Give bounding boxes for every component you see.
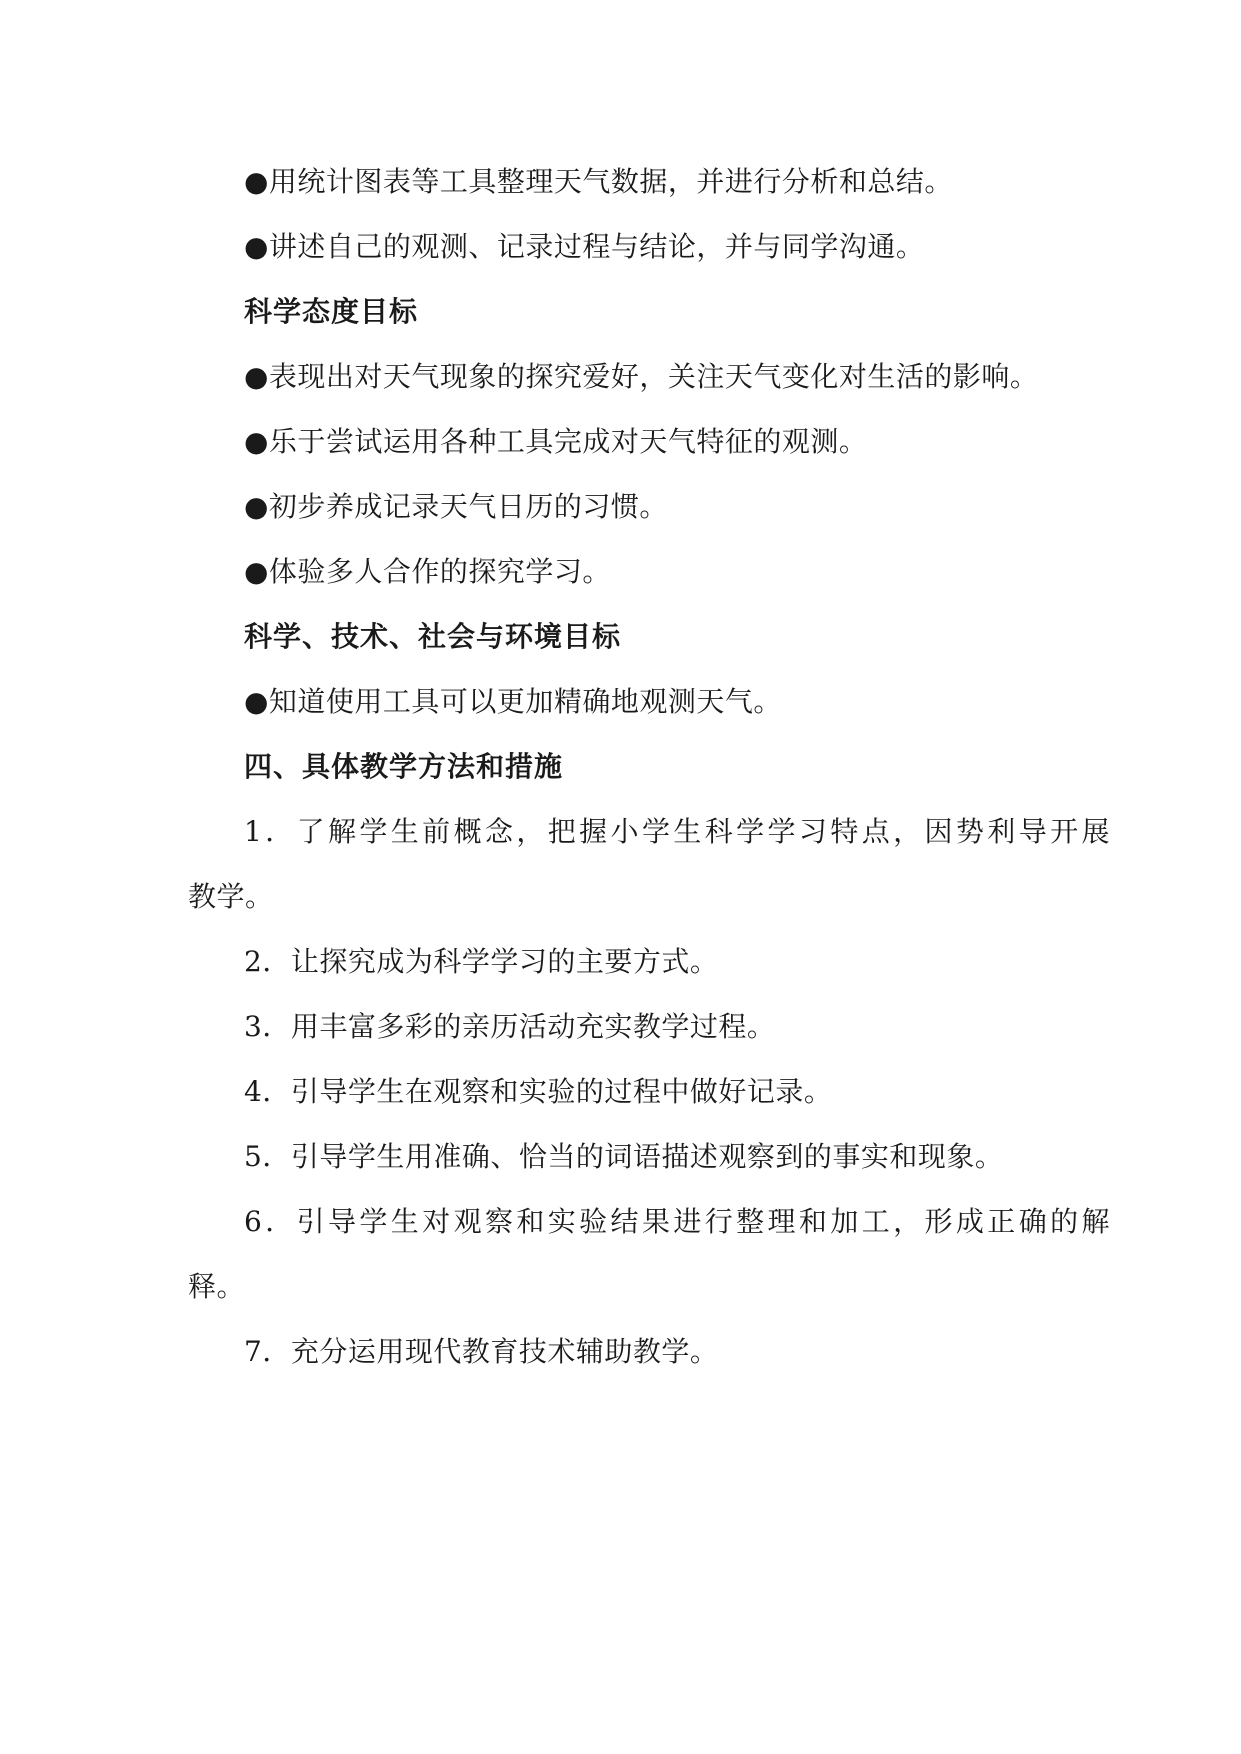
method-1-first-line: 1．了解学生前概念，把握小学生科学学习特点，因势利导开展 (244, 815, 1110, 848)
bullet-statistics-charts: ●用统计图表等工具整理天气数据，并进行分析和总结。 (244, 165, 953, 198)
method-5: 5．引导学生用准确、恰当的词语描述观察到的事实和现象。 (244, 1140, 1004, 1173)
method-2: 2．让探究成为科学学习的主要方式。 (244, 945, 719, 978)
bullet-precise-observation: ●知道使用工具可以更加精确地观测天气。 (244, 685, 782, 718)
method-4: 4．引导学生在观察和实验的过程中做好记录。 (244, 1075, 833, 1108)
heading-stse-goals: 科学、技术、社会与环境目标 (244, 620, 622, 653)
heading-teaching-methods: 四、具体教学方法和措施 (244, 750, 564, 783)
bullet-weather-interest: ●表现出对天气现象的探究爱好，关注天气变化对生活的影响。 (244, 360, 1039, 393)
method-7: 7．充分运用现代教育技术辅助教学。 (244, 1335, 719, 1368)
bullet-communicate-results: ●讲述自己的观测、记录过程与结论，并与同学沟通。 (244, 230, 925, 263)
method-6-first-line: 6．引导学生对观察和实验结果进行整理和加工，形成正确的解 (244, 1205, 1110, 1238)
method-1-continuation: 教学。 (188, 880, 274, 913)
heading-science-attitude-goals: 科学态度目标 (244, 295, 419, 328)
bullet-weather-calendar-habit: ●初步养成记录天气日历的习惯。 (244, 490, 668, 523)
bullet-cooperative-inquiry: ●体验多人合作的探究学习。 (244, 555, 611, 588)
bullet-try-tools: ●乐于尝试运用各种工具完成对天气特征的观测。 (244, 425, 868, 458)
method-6-continuation: 释。 (188, 1270, 246, 1303)
method-3: 3．用丰富多彩的亲历活动充实教学过程。 (244, 1010, 776, 1043)
